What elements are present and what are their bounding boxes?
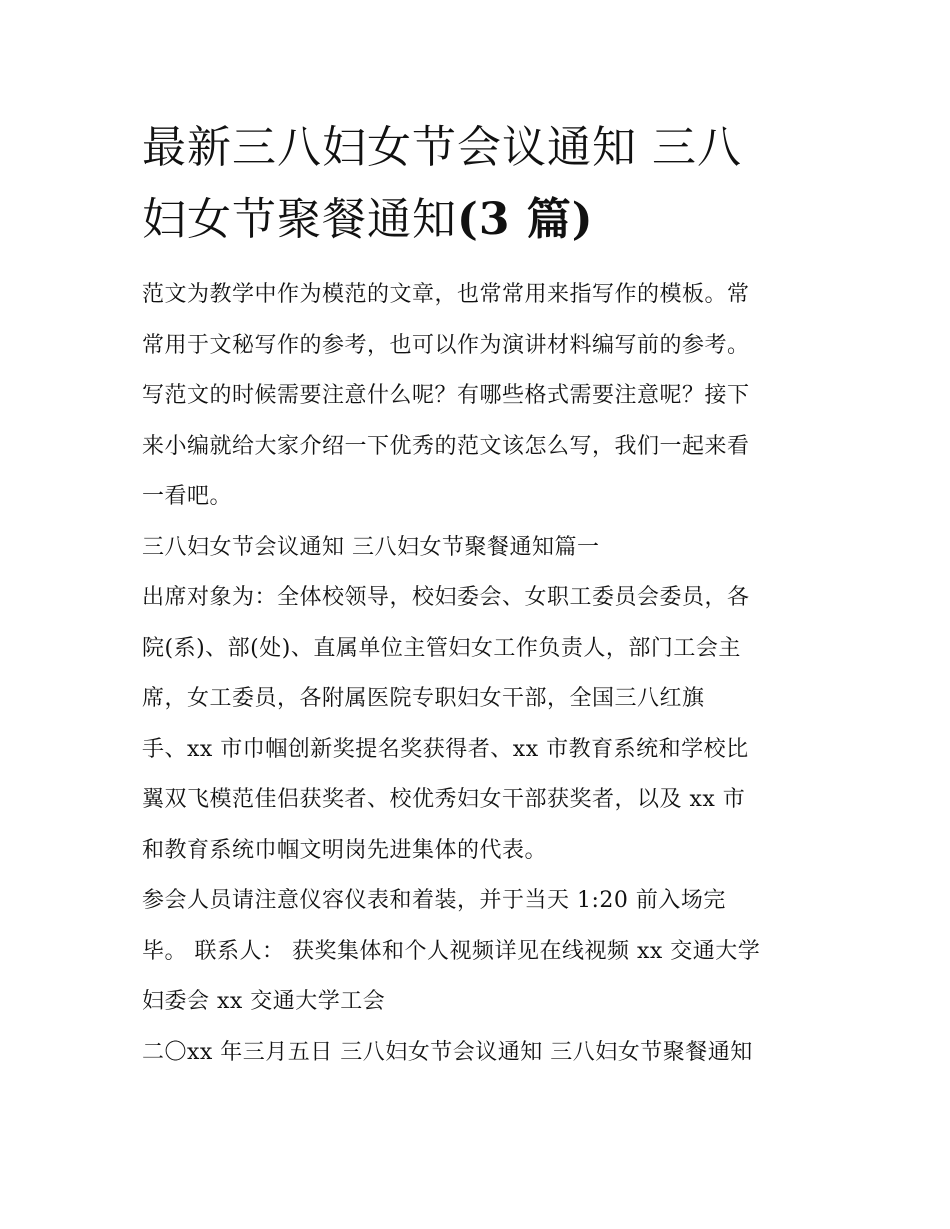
notice-line: 毕。 联系人： 获奖集体和个人视频详见在线视频 xx 交通大学 <box>142 938 761 964</box>
notice-line: 妇委会 xx 交通大学工会 <box>142 989 386 1014</box>
title-line-2-suffix: (3 篇) <box>457 194 594 245</box>
intro-line: 一看吧。 <box>142 484 233 509</box>
document-title <box>142 112 814 256</box>
date-line: 二〇xx 年三月五日 三八妇女节会议通知 三八妇女节聚餐通知 <box>142 1039 753 1065</box>
intro-line: 写范文的时候需要注意什么呢？有哪些格式需要注意呢？接下 <box>142 383 750 408</box>
attendees-line: 翼双飞模范佳侣获奖者、校优秀妇女干部获奖者，以及 xx 市 <box>142 787 746 812</box>
date-paragraph <box>142 1028 814 1079</box>
notice-paragraph <box>142 876 814 1028</box>
attendees-line: 和教育系统巾帼文明岗先进集体的代表。 <box>142 837 548 863</box>
title-line-1: 最新三八妇女节会议通知 三八 <box>142 122 742 173</box>
intro-line: 范文为教学中作为模范的文章，也常常用来指写作的模板。常 <box>142 282 750 307</box>
title-line-2 <box>142 184 814 256</box>
intro-paragraph <box>142 270 814 523</box>
attendees-line: 院(系)、部(处)、直属单位主管妇女工作负责人，部门工会主 <box>142 635 741 661</box>
document-content <box>142 112 814 1078</box>
attendees-line: 手、xx 市巾帼创新奖提名奖获得者、xx 市教育系统和学校比 <box>142 736 749 762</box>
attendees-paragraph <box>142 573 814 876</box>
section-heading <box>142 523 814 574</box>
title-line-2-prefix: 妇女节聚餐通知 <box>142 194 457 245</box>
intro-line: 常用于文秘写作的参考，也可以作为演讲材料编写前的参考。 <box>142 332 750 358</box>
attendees-line: 席，女工委员，各附属医院专职妇女干部，全国三八红旗 <box>142 686 705 711</box>
attendees-line: 出席对象为：全体校领导，校妇委会、女职工委员会委员，各 <box>142 585 750 610</box>
intro-line: 来小编就给大家介绍一下优秀的范文该怎么写，我们一起来看 <box>142 433 750 459</box>
section-heading-text: 三八妇女节会议通知 三八妇女节聚餐通知篇一 <box>142 534 600 560</box>
notice-line: 参会人员请注意仪容仪表和着装，并于当天 1:20 前入场完 <box>142 888 726 913</box>
